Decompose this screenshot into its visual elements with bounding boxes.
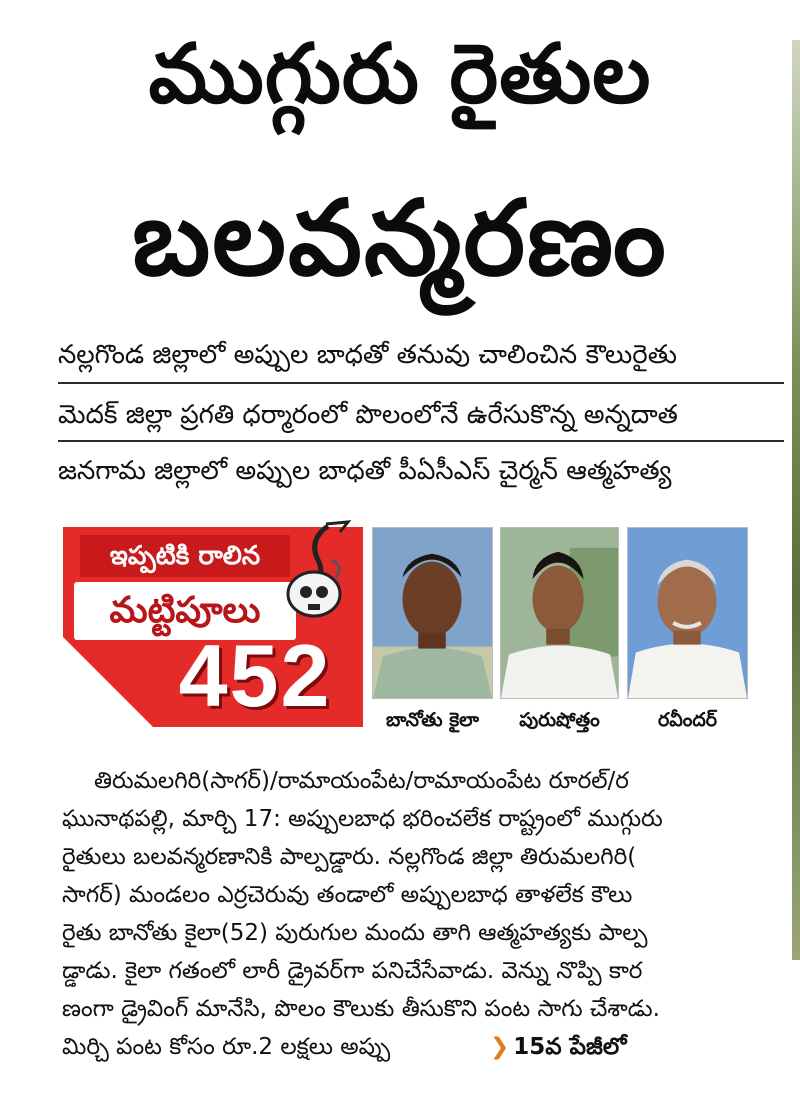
portrait-photo: [500, 527, 619, 699]
body-line: రైతులు బలవన్మరణానికి పాల్పడ్డారు. నల్లగొండ జిల్లా తిరుమలగిరి(: [62, 844, 637, 870]
body-line: డ్డాడు. కైలా గతంలో లారీ డ్రైవర్‌గా పనిచేసేవాడు. వెన్ను నొప్పి కార: [62, 958, 643, 984]
photo-caption: పురుషోత్తం: [519, 709, 600, 731]
subheadline-1: నల్లగొండ జిల్లాలో అప్పుల బాధతో తనువు చాలించిన కౌలురైతు: [58, 340, 677, 370]
body-line: తిరుమలగిరి(సాగర్)/రామాయంపేట/రామాయంపేట రూరల్/ర: [94, 768, 629, 794]
continued-label: 15వ పేజీలో: [513, 1034, 627, 1060]
photo-caption: రవీందర్: [657, 709, 718, 731]
body-line: సాగర్) మండలం ఎర్రచెరువు తండాలో అప్పులబాధ తాళలేక కౌలు: [62, 882, 633, 908]
banner-label-line-1: ఇప్పటికి రాలిన: [80, 535, 290, 577]
body-line: ఘునాథపల్లి, మార్చి 17: అప్పులబాధ భరించలేక రాష్ట్రంలో ముగ్గురు: [62, 806, 663, 832]
chevron-right-icon: ❯: [490, 1034, 510, 1060]
portrait-photo: [372, 527, 493, 699]
continued-on-page-link[interactable]: [490, 1028, 626, 1066]
photo-caption: బానోతు కైలా: [385, 709, 480, 731]
subheadline-3: జనగామ జిల్లాలో అప్పుల బాధతో పీఏసీఎస్ చైర్మన్ ఆత్మహత్య: [58, 456, 672, 486]
subheadline-2: మెదక్ జిల్లా ప్రగతి ధర్మారంలో పొలంలోనే ఉరేసుకొన్న అన్నదాత: [58, 400, 678, 430]
portrait-photo: [627, 527, 748, 699]
banner-count: 452: [178, 626, 332, 725]
divider: [58, 382, 784, 384]
headline-line-1: ముగ్గురు రైతుల: [148, 27, 652, 122]
skull-icon: [278, 520, 358, 620]
body-line: రైతు బానోతు కైలా(52) పురుగుల మందు తాగి ఆత్మహత్యకు పాల్ప: [62, 920, 648, 946]
body-line: మిర్చి పంట కోసం రూ.2 లక్షలు అప్పు: [62, 1034, 391, 1060]
divider: [58, 440, 784, 442]
banner-label-line-2: మట్టిపూలు: [74, 582, 296, 640]
body-line: ణంగా డ్రైవింగ్ మానేసి, పొలం కౌలుకు తీసుకొని పంట సాగు చేశాడు.: [62, 996, 660, 1022]
headline-line-2: బలవన్మరణం: [132, 177, 668, 299]
